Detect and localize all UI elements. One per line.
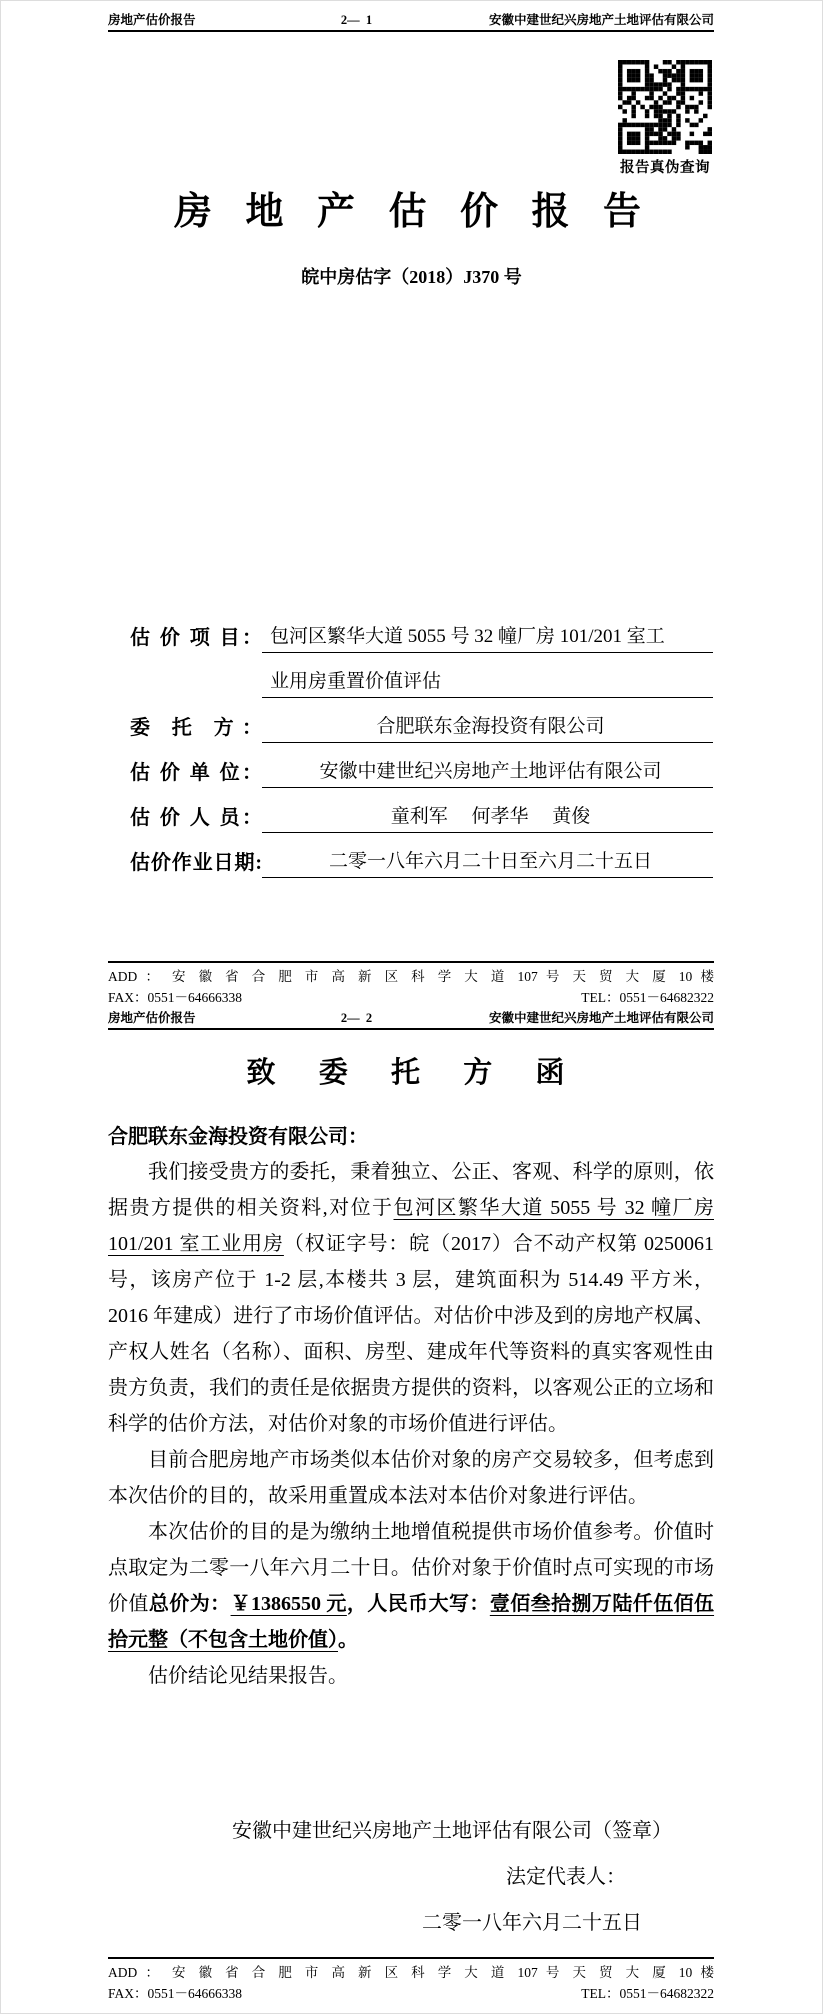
footer-contacts [108,1984,714,2003]
header-page-number: 2— 2 [340,1011,373,1025]
field-row [130,847,713,878]
text-segment: ￥1386550 元 [230,1593,347,1615]
header-company-name: 安徽中建世纪兴房地产土地评估有限公司 [488,1011,714,1025]
page-1-footer [108,961,714,1007]
footer-contacts [108,988,714,1007]
text-segment: 目前合肥房地产市场类似本估价对象的房产交易较多，但考虑到本次估价的目的，故采用重置成本法对本估价对象进行评估。 [108,1449,714,1507]
text-segment: ，人民币大写： [346,1593,490,1615]
qr-code [618,60,712,154]
report-title: 房 地 产 估 价 报 告 [173,191,649,233]
letter-body [108,1154,714,1694]
signature-date: 二零一八年六月二十五日 [422,1912,642,1934]
header-doc-title: 房地产估价报告 [108,13,196,27]
field-label: 估 价 单 位： [130,762,262,784]
text-segment: 我们接受贵方的委托，秉着独立、公正、客观、科学的原则，依据贵方提供的相关资料,对位于 [108,1161,714,1219]
paragraph [108,1658,714,1694]
field-row [130,757,713,788]
field-row [130,802,713,833]
footer-address: ADD ： 安 徽 省 合 肥 市 高 新 区 科 学 大 道 107 号 天 贸 大 厦 10 楼 [108,969,714,984]
header-doc-title: 房地产估价报告 [108,1011,196,1025]
footer-fax: FAX：0551－64666338 [108,990,243,1005]
text-segment: 包河区繁华大道 5055 号 32 幢厂房 101/201 室工业用房 [108,1197,714,1255]
field-row [130,712,713,743]
paragraph [108,1514,714,1658]
header-page-number: 2— 1 [340,13,373,27]
field-label: 估 价 人 员： [130,807,262,829]
footer-tel: TEL：0551－64682322 [581,990,714,1005]
field-row [130,622,713,653]
text-segment: 总价为： [148,1593,231,1615]
field-value: 童利军 何孝华 黄俊 [262,802,713,833]
page-2-footer [108,1957,714,2003]
letter-salutation: 合肥联东金海投资有限公司： [108,1126,368,1148]
paragraph [108,1442,714,1514]
field-value: 包河区繁华大道 5055 号 32 幢厂房 101/201 室工 [262,622,713,653]
page-1-header [108,12,714,32]
field-value: 二零一八年六月二十日至六月二十五日 [262,847,713,878]
letter-title: 致 委 托 方 函 [246,1057,577,1089]
text-segment: 本次估价的目的是为缴纳土地增值税提供市场价值参考。价值时点取定为二零一八年六月二十日。估价对象于价值时点可实现的市场价值 [108,1521,714,1615]
field-row [130,667,713,698]
field-label: 估 价 项 目： [130,627,262,649]
paragraph [108,1154,714,1442]
field-label: 估价作业日期: [130,852,262,874]
text-segment: （权证字号：皖（2017）合不动产权第 0250061 号，该房产位于 1-2 层,本楼共 3 层，建筑面积为 514.49 平方米，2016 年建成）进行了市场价值评估。对估价中涉及到的房地产权属、产权人姓名（名称）、面积、房型、建成年代等资料的真实客观性由贵方负责，我们的责任是依据贵方提供的资料，以客观公正的立场和科学的估价方法，对估价对象的市场价值进行评估。 [108,1233,714,1435]
fields [130,622,713,892]
text-segment: 。 [338,1629,358,1651]
field-value: 合肥联东金海投资有限公司 [262,712,713,743]
document-number: 皖中房估字（2018）J370 号 [301,267,522,287]
text-segment: 估价结论见结果报告。 [148,1665,348,1687]
header-company-name: 安徽中建世纪兴房地产土地评估有限公司 [488,13,714,27]
page-2-header [108,1010,714,1030]
signature-legal-representative: 法定代表人： [506,1866,626,1888]
text-segment: 壹佰叁拾捌万陆仟伍佰伍拾元整 [108,1593,715,1651]
qr-block [617,60,713,177]
footer-tel: TEL：0551－64682322 [581,1986,714,2001]
text-segment: （不包含土地价值） [168,1629,338,1651]
field-value: 业用房重置价值评估 [262,667,713,698]
field-label: 委 托 方： [130,717,262,739]
signature-block [108,1818,714,1956]
field-value: 安徽中建世纪兴房地产土地评估有限公司 [262,757,713,788]
page-2 [0,1008,823,2014]
signature-company: 安徽中建世纪兴房地产土地评估有限公司（签章） [232,1820,672,1842]
qr-caption: 报告真伪查询 [620,160,710,176]
footer-address: ADD ： 安 徽 省 合 肥 市 高 新 区 科 学 大 道 107 号 天 贸 大 厦 10 楼 [108,1965,714,1980]
footer-fax: FAX：0551－64666338 [108,1986,243,2001]
